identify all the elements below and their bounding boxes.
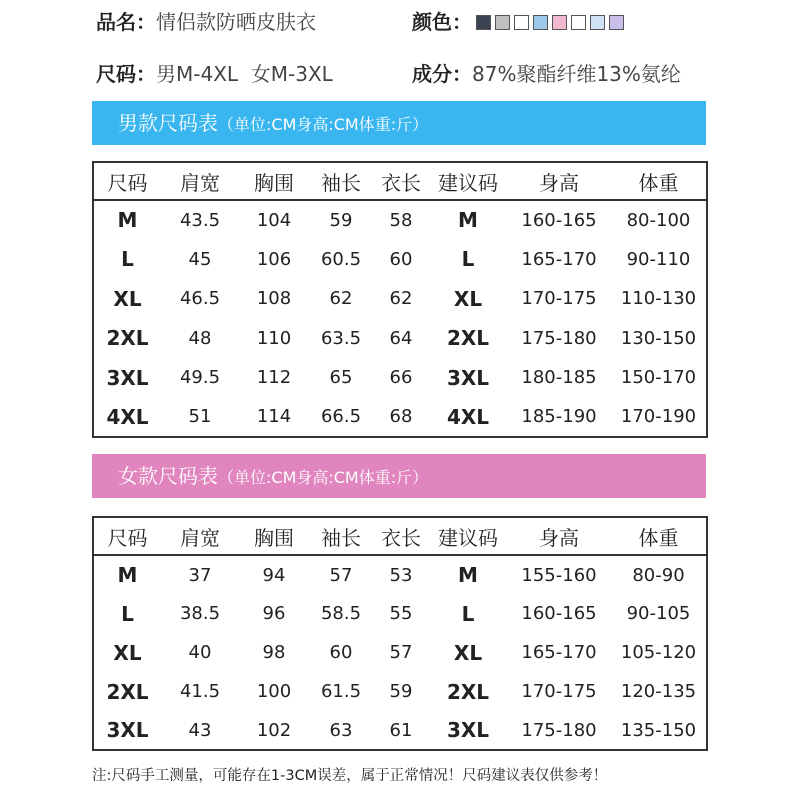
table-cell: M (458, 208, 478, 233)
color-label: 颜色： (412, 10, 472, 34)
table-cell: 58 (389, 209, 413, 231)
women-header-cell: 尺码 (107, 525, 148, 550)
table-row (93, 711, 707, 750)
table-cell: M (117, 208, 138, 233)
table-cell: 94 (262, 564, 286, 586)
color-swatch-pink (552, 15, 567, 30)
men-size-chart-banner (92, 101, 706, 145)
women-header-cell: 身高 (539, 525, 579, 550)
men-chart-title: 男款尺码表 (118, 111, 218, 135)
table-cell: 3XL (446, 365, 490, 390)
table-row (93, 279, 707, 319)
table-cell: 57 (389, 642, 413, 663)
table-cell: 59 (329, 209, 353, 231)
product-name-label: 品名： (96, 10, 156, 34)
men-header-cell: 衣长 (381, 170, 421, 195)
table-cell: 55 (389, 603, 413, 624)
product-name-row (96, 6, 316, 35)
table-row (93, 200, 707, 240)
material-label: 成分： (412, 62, 472, 86)
table-cell: M (117, 563, 138, 587)
table-row (93, 555, 707, 594)
table-cell: 51 (188, 406, 212, 428)
table-cell: 53 (389, 564, 413, 586)
table-cell: L (461, 601, 475, 626)
table-cell: 104 (256, 209, 292, 231)
table-cell: 90-110 (626, 248, 691, 270)
table-cell: 62 (329, 288, 353, 310)
table-cell: 63 (329, 719, 353, 741)
women-header-cell: 体重 (638, 525, 679, 550)
table-cell: 102 (256, 719, 292, 741)
table-cell: 45 (188, 248, 212, 270)
color-swatch-dark-navy (476, 15, 491, 30)
table-cell: 49.5 (179, 367, 221, 389)
product-name-value: 情侣款防晒皮肤衣 (156, 10, 316, 34)
table-cell: 4XL (106, 404, 149, 429)
table-cell: 60 (329, 642, 353, 663)
table-cell: 37 (188, 564, 212, 586)
table-row (93, 398, 707, 438)
color-swatch-pale-blue (590, 15, 605, 30)
women-size-table (92, 516, 708, 751)
material-row (412, 58, 681, 87)
table-cell: 170-175 (521, 681, 597, 702)
table-row (93, 319, 707, 359)
table-cell: 110-130 (620, 288, 697, 310)
table-cell: 46.5 (179, 288, 221, 310)
table-row (93, 594, 707, 633)
table-cell: 68 (389, 406, 413, 428)
table-cell: 170-175 (521, 288, 597, 310)
color-swatch-white-2 (571, 15, 586, 30)
color-swatch-lavender (609, 15, 624, 30)
table-cell: 114 (256, 406, 292, 428)
table-cell: 64 (389, 327, 413, 349)
table-cell: 175-180 (521, 327, 597, 349)
women-size-chart-banner (92, 454, 706, 498)
table-cell: 4XL (446, 404, 490, 429)
table-cell: L (121, 601, 134, 626)
table-row (93, 672, 707, 711)
men-chart-unit: （单位:CM身高:CM体重:斤） (218, 115, 429, 134)
table-cell: 61 (389, 719, 413, 741)
women-header-cell: 袖长 (321, 525, 361, 550)
table-cell: 38.5 (179, 603, 221, 624)
table-cell: 3XL (106, 718, 149, 742)
table-cell: XL (453, 640, 483, 665)
table-cell: 2XL (446, 326, 490, 351)
table-cell: XL (113, 286, 142, 311)
table-cell: 160-165 (521, 603, 597, 624)
table-cell: XL (453, 286, 483, 311)
table-cell: 65 (329, 367, 353, 389)
table-cell: 2XL (446, 679, 490, 704)
men-table-body (93, 200, 707, 437)
table-cell: M (458, 563, 478, 587)
table-cell: 80-90 (632, 564, 685, 586)
table-cell: 40 (188, 642, 212, 663)
table-cell: 61.5 (320, 681, 362, 702)
table-cell: 106 (256, 248, 292, 270)
men-header-cell: 建议码 (438, 170, 498, 195)
table-cell: 59 (389, 681, 413, 702)
size-range-value: 男M-4XL 女M-3XL (156, 62, 333, 86)
table-cell: L (461, 247, 475, 272)
table-cell: 43.5 (179, 209, 221, 231)
table-cell: 43 (188, 719, 212, 741)
table-cell: 98 (262, 642, 286, 663)
size-range-row (96, 58, 333, 87)
table-cell: 66 (389, 367, 413, 389)
table-cell: 96 (262, 603, 286, 624)
color-swatches (476, 15, 624, 30)
table-cell: 2XL (106, 326, 149, 351)
table-cell: 180-185 (521, 367, 597, 389)
men-table-header-row (93, 162, 707, 200)
women-table-header-row (93, 517, 707, 555)
women-header-cell: 建议码 (438, 525, 498, 550)
table-cell: 108 (256, 288, 292, 310)
table-cell: 2XL (106, 679, 149, 704)
table-cell: 66.5 (320, 406, 362, 428)
men-header-cell: 体重 (638, 170, 679, 195)
women-chart-title: 女款尺码表 (118, 464, 218, 488)
women-table-body (93, 555, 707, 750)
color-swatch-light-blue (533, 15, 548, 30)
table-cell: 58.5 (320, 603, 362, 624)
men-size-table (92, 161, 708, 438)
color-swatch-gray (495, 15, 510, 30)
table-cell: 60.5 (320, 248, 362, 270)
table-cell: 80-100 (626, 209, 691, 231)
table-cell: 120-135 (620, 681, 697, 702)
table-row (93, 358, 707, 398)
table-cell: 135-150 (620, 719, 697, 741)
table-cell: 60 (389, 248, 413, 270)
size-range-label: 尺码： (96, 62, 156, 86)
table-cell: 3XL (446, 718, 490, 742)
table-cell: XL (113, 640, 142, 665)
women-header-cell: 胸围 (254, 525, 294, 550)
men-header-cell: 身高 (539, 170, 579, 195)
table-cell: 130-150 (620, 327, 697, 349)
table-row (93, 633, 707, 672)
women-header-cell: 肩宽 (180, 525, 220, 550)
table-cell: L (121, 247, 134, 272)
table-cell: 112 (256, 367, 292, 389)
table-cell: 63.5 (320, 327, 362, 349)
table-cell: 3XL (106, 365, 149, 390)
table-cell: 105-120 (620, 642, 697, 663)
table-cell: 62 (389, 288, 413, 310)
men-header-cell: 袖长 (321, 170, 361, 195)
table-cell: 48 (188, 327, 212, 349)
table-cell: 57 (329, 564, 353, 586)
table-row (93, 240, 707, 280)
women-chart-unit: （单位:CM身高:CM体重:斤） (218, 468, 429, 487)
color-row (412, 6, 624, 35)
table-cell: 90-105 (626, 603, 691, 624)
table-cell: 185-190 (521, 406, 597, 428)
table-cell: 155-160 (521, 564, 597, 586)
table-cell: 175-180 (521, 719, 597, 741)
table-cell: 150-170 (620, 367, 697, 389)
women-header-cell: 衣长 (381, 525, 421, 550)
material-value: 87%聚酯纤维13%氨纶 (472, 62, 681, 86)
table-cell: 170-190 (620, 406, 697, 428)
men-header-cell: 肩宽 (180, 170, 220, 195)
table-cell: 160-165 (521, 209, 597, 231)
footnote: 注:尺码手工测量，可能存在1-3CM误差，属于正常情况！尺码建议表仅供参考！ (92, 768, 608, 784)
men-header-cell: 尺码 (107, 170, 148, 195)
table-cell: 41.5 (179, 681, 221, 702)
table-cell: 165-170 (521, 248, 597, 270)
table-cell: 165-170 (521, 642, 597, 663)
table-cell: 110 (256, 327, 292, 349)
color-swatch-white (514, 15, 529, 30)
men-header-cell: 胸围 (254, 170, 294, 195)
table-cell: 100 (256, 681, 292, 702)
